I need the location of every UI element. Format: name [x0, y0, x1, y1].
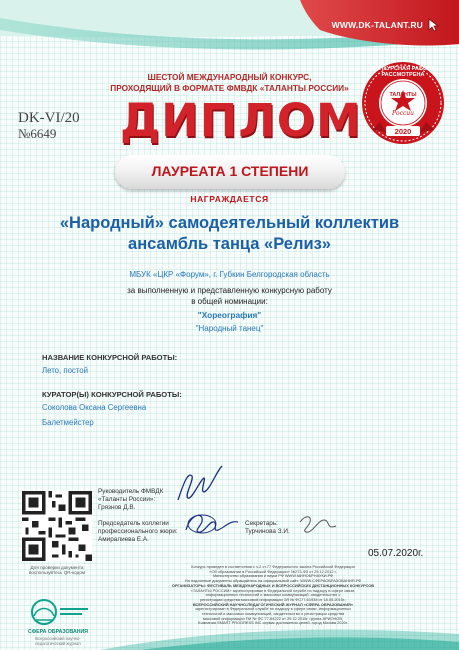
legal-line: ВСЕРОССИЙСКИЙ НАУЧНО-ПЕДАГОГИЧЕСКИЙ ЖУРНАЛ «СФЕРА ОБРАЗОВАНИЯ» — [192, 601, 354, 607]
signatory-chair-line-1: Председатель коллегии — [98, 520, 169, 527]
degree-text: ЛАУРЕАТА 1 СТЕПЕНИ — [151, 163, 309, 179]
header-ribbon — [0, 0, 459, 60]
awarded-label: НАГРАЖДАЕТСЯ — [190, 194, 269, 204]
footer-wave — [0, 620, 459, 650]
signatory-chair-line-3: Амиралиева Е.А. — [98, 535, 149, 543]
seal-brand: ТАЛАНТЫ — [389, 92, 417, 98]
contest-line-1: ШЕСТОЙ МЕЖДУНАРОДНЫЙ КОНКУРС, — [147, 72, 312, 82]
diploma-title: ДИПЛОМ — [120, 94, 362, 147]
work-label: НАЗВАНИЕ КОНКУРСНОЙ РАБОТЫ: — [42, 353, 178, 362]
curator-name: Соколова Оксана Сергеевна — [42, 403, 147, 412]
signatory-head-line-2: «Таланты России»: — [98, 495, 156, 503]
legal-line: «ТАЛАНТЫ РОССИИ» зарегистрирован в Федеральной службе по надзору в сфере связи, — [190, 587, 356, 593]
legal-line: технологий и массовых коммуникаций, свидетельство о регистрации средства — [201, 611, 345, 617]
seal-script: России — [391, 110, 415, 117]
site-url: WWW.DK-TALANT.RU — [331, 20, 423, 30]
qr-caption-line-1: Для проверки документа — [30, 565, 84, 570]
secretary-signature — [296, 508, 340, 538]
signatory-head — [98, 488, 163, 511]
head-signature — [170, 462, 230, 506]
curators-label: КУРАТОР(Ы) КОНКУРСНОЙ РАБОТЫ: — [42, 390, 182, 399]
seal-year: 2020 — [394, 127, 412, 136]
legal-notes — [98, 565, 448, 626]
legal-line: Компания SMART PROGRESS INC сервис достижения целей, город Москва 2020г. — [198, 620, 348, 626]
legal-line: регистрации средства массовой информации ЭЛ № ФС77-61938 от 18.05.2015г.; — [199, 596, 347, 602]
document-code: DK-VI/20 — [18, 110, 80, 126]
nomination-main: "Хореография" — [197, 310, 262, 320]
nomination-sub: "Народный танец" — [195, 324, 264, 333]
signatory-chair — [98, 520, 178, 543]
legal-line: информационных технологий и массовых коммуникаций, свидетельство о — [205, 592, 341, 598]
organization: МБУК «ЦКР «Форум», г. Губкин Белгородская область — [129, 270, 330, 279]
qr-caption — [20, 565, 94, 576]
signatory-head-line-1: Руководитель ФМВДК — [98, 488, 164, 495]
recipient-name — [20, 213, 439, 255]
cursor-icon — [427, 18, 441, 32]
logo-text: СФЕРА ОБРАЗОВАНИЯ — [28, 629, 88, 635]
chair-signature — [180, 508, 242, 538]
seal-arc-text: КОНКУРСНАЯ РАБОТА РАССМОТРЕНА — [371, 66, 435, 78]
legal-line: «Об образовании в Российской Федерации» №273-ФЗ от 29.12.2012 г. — [209, 568, 337, 574]
legal-line: массовой информации ПИ № ФС 77-64222 от 29.12.2015г. группа АРИОНОВ, — [202, 615, 343, 621]
signatory-secretary — [245, 520, 290, 536]
issue-date: 05.07.2020г. — [368, 548, 424, 559]
qr-caption-line-2: воспользуйтесь QR-кодом — [28, 570, 86, 576]
work-value: Лето, постой — [42, 366, 88, 375]
curator-role: Балетмейстер — [42, 418, 94, 427]
for-text-line-1: за выполненную и представленную конкурсную работу — [127, 286, 332, 295]
signatory-head-line-3: Грязнов Д.В. — [98, 503, 136, 511]
signatory-secretary-line-2: Турчинова З.И. — [245, 527, 290, 535]
signatory-chair-line-2: профессионального жюри: — [98, 527, 178, 535]
recipient-line-1: «Народный» самодеятельный коллектив — [59, 214, 400, 232]
for-text-line-2: в общей номинации: — [191, 297, 268, 306]
legal-line: На подлинные документы обращайтесь на официальный сайт: WWW.СФЕРАОБРАЗОВАНИЯ.РФ — [184, 578, 362, 584]
logo-subtext: Всероссийский научно-педагогический журнал — [35, 636, 81, 646]
signatory-secretary-line-1: Секретарь: — [245, 520, 278, 527]
contest-line-2: ПРОХОДЯЩИЙ В ФОРМАТЕ ФМВДК «ТАЛАНТЫ РОССИИ» — [110, 83, 349, 93]
legal-line: Конкурс проведен в соответствии с ч.2 ст.77 Федерального закона Российской Федерации — [191, 564, 355, 569]
document-number: №6649 — [18, 126, 57, 141]
legal-line: зарегистрирован в Федеральной службе по надзору в сфере связи, информационных — [194, 606, 352, 612]
qr-code — [22, 491, 92, 561]
legal-line: ОРГАНИЗАТОРЫ: ФЕСТИВАЛЬ МЕЖДУНАРОДНЫХ И ВСЕРОССИЙСКИХ ДИСТАНЦИОННЫХ КОНКУРСОВ — [171, 582, 375, 588]
legal-line: Министерство образования и науки РФ WWW.МИНОБРНАУКИ.РФ — [212, 573, 334, 579]
recipient-line-2: ансамбль танца «Релиз» — [128, 235, 331, 253]
